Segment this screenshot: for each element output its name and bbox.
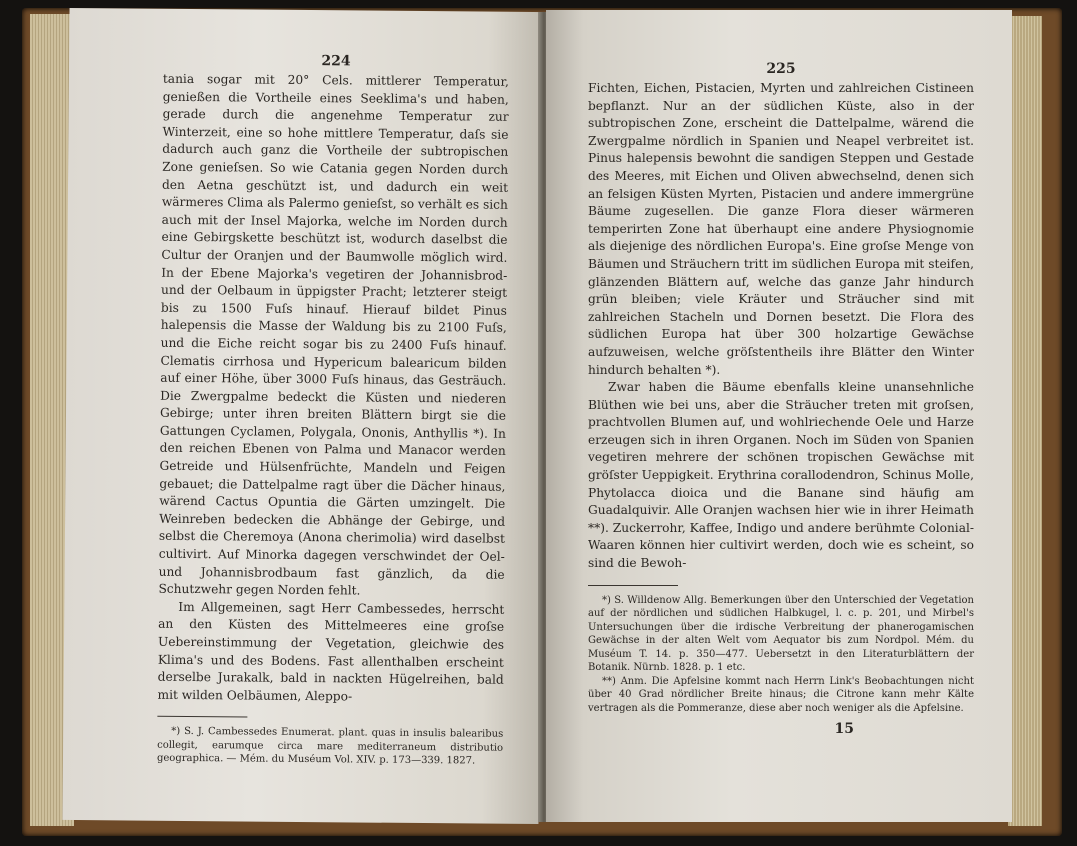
signature-mark: 15 xyxy=(834,721,854,738)
footnotes xyxy=(588,594,974,716)
footnote: **) Anm. Die Apfelsine kommt nach Herrn Link's Beobachtungen nicht über 40 Grad nördlicher Breite hinaus; die Citrone kann mehr Kälte vertragen als die Pommeranze, diese aber noch weniger als die Apfelsine. xyxy=(588,675,974,714)
paragraph: tania sogar mit 20° Cels. mittlerer Temperatur, genießen die Vortheile eines Seeklima's und haben, gerade durch die angenehme Temperatur zur Winterzeit, eine so hohe mittlere Temperatur, daſs sie dadurch auch ganz die Vortheile der subtropischen Zone genieſsen. So wie Catania gegen Norden durch den Aetna geschützt ist, und dadurch ein weit wärmeres Clima als Palermo genieſst, so verhält es sich auch mit der Insel Majorka, welche im Norden durch eine Gebirgskette beschützt ist, wodurch daselbst die Cultur der Oranjen und der Baumwolle möglich wird. In der Ebene Majorka's vegetiren der Johannisbrod- und der Oelbaum in üppigster Pracht; letzterer steigt bis zu 1500 Fuſs hinauf. Hierauf bildet Pinus halepensis die Masse der Waldung bis zu 2100 Fuſs, und die Eiche reicht sogar bis zu 2400 Fuſs hinauf. Clematis cirrhosa und Hypericum balearicum bilden auf einer Höhe, über 3000 Fuſs hinaus, das Gesträuch. Die Zwergpalme bedeckt die Küsten und niederen Gebirge; unter ihren breiten Blättern birgt sie die Gattungen Cyclamen, Polygala, Ononis, Anthyllis *). In den reichen Ebenen von Palma und Manacor werden Getreide und Hülsenfrüchte, Mandeln und Feigen gebauet; die Dattelpalme ragt über die Dächer hinaus, wärend Cactus Opuntia die Gärten umzingelt. Die Weinreben bedecken die Abhänge der Gebirge, und selbst die Cheremoya (Anona cherimolia) wird daselbst cultivirt. Auf Minorka dagegen verschwindet der Oel- und Johannisbrodbaum fast gänzlich, da die Schutzwehr gegen Norden fehlt. xyxy=(158,71,509,598)
page-edges-right xyxy=(1008,16,1042,826)
body-text xyxy=(588,80,974,573)
footnote: *) S. Willdenow Allg. Bemerkungen über den Unterschied der Vegetation auf der nördlichen und südlichen Halbkugel, l. c. p. 201, und Mirbel's Untersuchungen über die irdische Verbreitung der phanerogamischen Gewächse in der alten Welt vom Aequator bis zum Nordpol. Mém. du Muséum T. 14. p. 350—477. Uebersetzt in den Literaturblättern der Botanik. Nürnb. 1828. p. 1 etc. xyxy=(588,594,974,674)
paragraph: Fichten, Eichen, Pistacien, Myrten und zahlreichen Cistineen bepflanzt. Nur an der südlichen Küste, also in der subtropischen Zone, erscheint die Dattelpalme, wärend die Zwergpalme nördlich in Spanien und Neapel verbreitet ist. Pinus halepensis bewohnt die sandigen Steppen und Gestade des Meeres, mit Eichen und Oliven abwechselnd, denen sich an felsigen Küsten Myrten, Pistacien und andere immergrüne Bäume zugesellen. Die ganze Flora dieser wärmeren temperirten Zone hat überhaupt eine andere Physiognomie als diejenige des nördlichen Europa's. Eine groſse Menge von Bäumen und Sträuchern tritt im südlichen Europa mit steifen, glänzenden Blättern auf, welche das ganze Jahr hindurch grün bleiben; viele Kräuter und Sträucher sind mit zahlreichen Stacheln und Dornen besetzt. Die Flora des südlichen Europa hat über 300 holzartige Gewächse aufzuweisen, welche gröſstentheils ihre Blätter den Winter hindurch behalten *). xyxy=(588,81,974,377)
left-page xyxy=(62,8,545,824)
footnote-rule xyxy=(157,716,247,718)
page-number: 224 xyxy=(321,53,351,70)
footnote-rule xyxy=(588,585,678,586)
page-number: 225 xyxy=(766,61,796,77)
body-text xyxy=(157,71,509,707)
paragraph: Zwar haben die Bäume ebenfalls kleine unansehnliche Blüthen wie bei uns, aber die Sträucher treten mit groſsen, prachtvollen Blumen auf, und wohlriechende Oele und Harze erzeugen sich in ihren Organen. Noch im Süden von Spanien vegetiren mehrere der schönen tropischen Gewächse mit gröſster Ueppigkeit. Erythrina corallodendron, Schinus Molle, Phytolacca dioica und die Banane sind häufig am Guadalquivir. Alle Oranjen wachsen hier wie in ihrer Heimath **). Zuckerrohr, Kaffee, Indigo und andere berühmte Colonial-Waaren können hier cultivirt werden, doch wie es scheint, so sind die Bewoh- xyxy=(588,380,974,571)
footnotes xyxy=(157,725,503,769)
right-page xyxy=(546,10,1012,822)
footnote: *) S. J. Cambessedes Enumerat. plant. quas in insulis balearibus collegit, earumque circa mare mediterraneum distributio geographica. — Mém. du Muséum Vol. XIV. p. 173—339. 1827. xyxy=(156,726,504,767)
paragraph: Im Allgemeinen, sagt Herr Cambessedes, herrscht an den Küsten des Mittelmeeres eine groſse Uebereinstimmung der Vegetation, gleichwie des Klima's und des Bodens. Fast allenthalben erscheint derselbe Jurakalk, bald in nackten Hügelreihen, bald mit wilden Oelbäumen, Aleppo- xyxy=(157,599,505,704)
